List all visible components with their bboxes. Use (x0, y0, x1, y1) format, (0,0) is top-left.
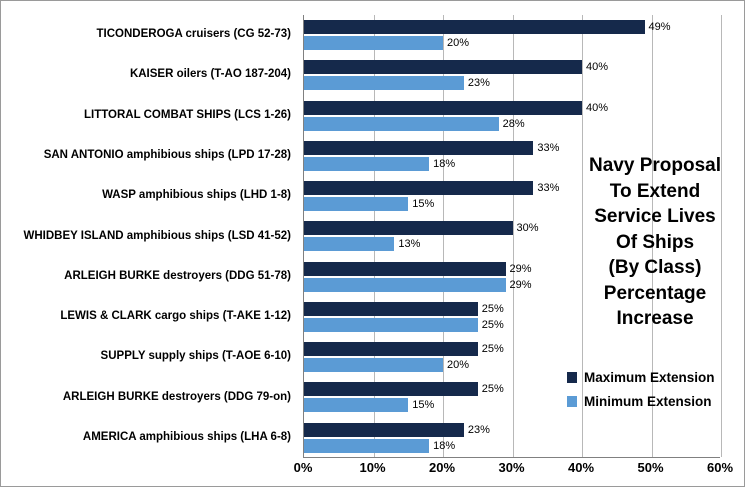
bar-value-label: 13% (398, 238, 421, 251)
category-label: SAN ANTONIO amphibious ships (LPD 17-28) (43, 148, 291, 161)
bar-value-label: 33% (537, 182, 560, 195)
x-tick-label: 50% (637, 460, 664, 475)
bar-group (304, 96, 720, 136)
chart-title-line: To Extend (609, 180, 701, 202)
bar-min (304, 278, 506, 292)
chart-title-line: Increase (616, 308, 694, 329)
category-label: LEWIS & CLARK cargo ships (T-AKE 1-12) (60, 310, 291, 323)
bar-group (304, 15, 720, 55)
bar-value-label: 25% (481, 302, 504, 315)
legend-label: Maximum Extension (584, 369, 715, 385)
bar-value-label: 25% (481, 318, 504, 331)
x-tick-label: 10% (359, 460, 386, 475)
bar-max (304, 20, 645, 34)
chart-title-line: Of Ships (615, 231, 695, 253)
category-label: ARLEIGH BURKE destroyers (DDG 79-on) (62, 390, 291, 403)
bar-max (304, 342, 478, 356)
chart-title-line: Service Lives (594, 206, 716, 227)
bar-min (304, 117, 499, 131)
bar-max (304, 423, 464, 437)
legend-swatch-icon (567, 372, 577, 383)
bar-max (304, 60, 582, 74)
bar-max (304, 382, 478, 396)
bar-min (304, 398, 408, 412)
bar-value-label: 25% (481, 383, 504, 396)
bar-min (304, 358, 443, 372)
bar-value-label: 18% (433, 157, 456, 170)
bar-value-label: 20% (447, 359, 470, 372)
bar-min (304, 36, 443, 50)
bar-max (304, 101, 582, 115)
bar-max (304, 221, 513, 235)
bar-group (304, 55, 720, 95)
bar-value-label: 28% (502, 117, 525, 130)
x-tick-label: 20% (428, 460, 456, 475)
category-label: SUPPLY supply ships (T-AOE 6-10) (100, 350, 291, 363)
x-axis (293, 458, 734, 482)
bar-value-label: 25% (481, 343, 504, 356)
x-tick-label: 0% (293, 460, 313, 475)
x-tick-label: 60% (706, 460, 734, 475)
bar-value-label: 40% (586, 101, 609, 114)
chart-title-line: Percentage (603, 282, 707, 304)
x-tick-label: 30% (498, 460, 525, 475)
bar-min (304, 439, 429, 453)
bar-min (304, 157, 429, 171)
category-label: KAISER oilers (T-AO 187-204) (129, 68, 291, 81)
bar-value-label: 49% (648, 21, 671, 33)
legend-label: Minimum Extension (584, 393, 712, 409)
category-label: ARLEIGH BURKE destroyers (DDG 51-78) (64, 269, 291, 282)
bar-value-label: 20% (447, 37, 470, 49)
category-label: WHIDBEY ISLAND amphibious ships (LSD 41-52) (23, 229, 291, 242)
bar-value-label: 23% (467, 77, 490, 90)
bar-value-label: 33% (537, 141, 560, 154)
x-tick-label: 40% (567, 460, 595, 475)
legend-swatch-icon (567, 396, 577, 407)
legend-item[interactable] (567, 365, 742, 389)
chart-legend (567, 365, 742, 413)
category-label: AMERICA amphibious ships (LHA 6-8) (82, 430, 291, 443)
bar-value-label: 29% (509, 262, 532, 275)
bar-value-label: 40% (586, 61, 609, 74)
bar-value-label: 15% (412, 399, 435, 412)
chart-title-line: (By Class) (608, 257, 702, 278)
bar-group (304, 418, 720, 458)
bar-value-label: 15% (412, 198, 435, 211)
category-label: TICONDEROGA cruisers (CG 52-73) (96, 28, 291, 41)
bar-min (304, 197, 408, 211)
category-label: LITTORAL COMBAT SHIPS (LCS 1-26) (83, 108, 291, 121)
bar-value-label: 18% (433, 439, 456, 452)
bar-value-label: 30% (516, 222, 539, 235)
bar-max (304, 262, 506, 276)
bar-max (304, 181, 533, 195)
bar-min (304, 318, 478, 332)
bar-max (304, 302, 478, 316)
bar-value-label: 29% (509, 278, 532, 291)
category-axis-labels (1, 15, 297, 458)
category-label: WASP amphibious ships (LHD 1-8) (102, 189, 291, 202)
chart-title-line: Navy Proposal (589, 155, 721, 176)
bar-value-label: 23% (467, 423, 490, 436)
legend-item[interactable] (567, 389, 742, 413)
bar-max (304, 141, 533, 155)
bar-min (304, 76, 464, 90)
chart-title (571, 153, 739, 332)
bar-min (304, 237, 394, 251)
